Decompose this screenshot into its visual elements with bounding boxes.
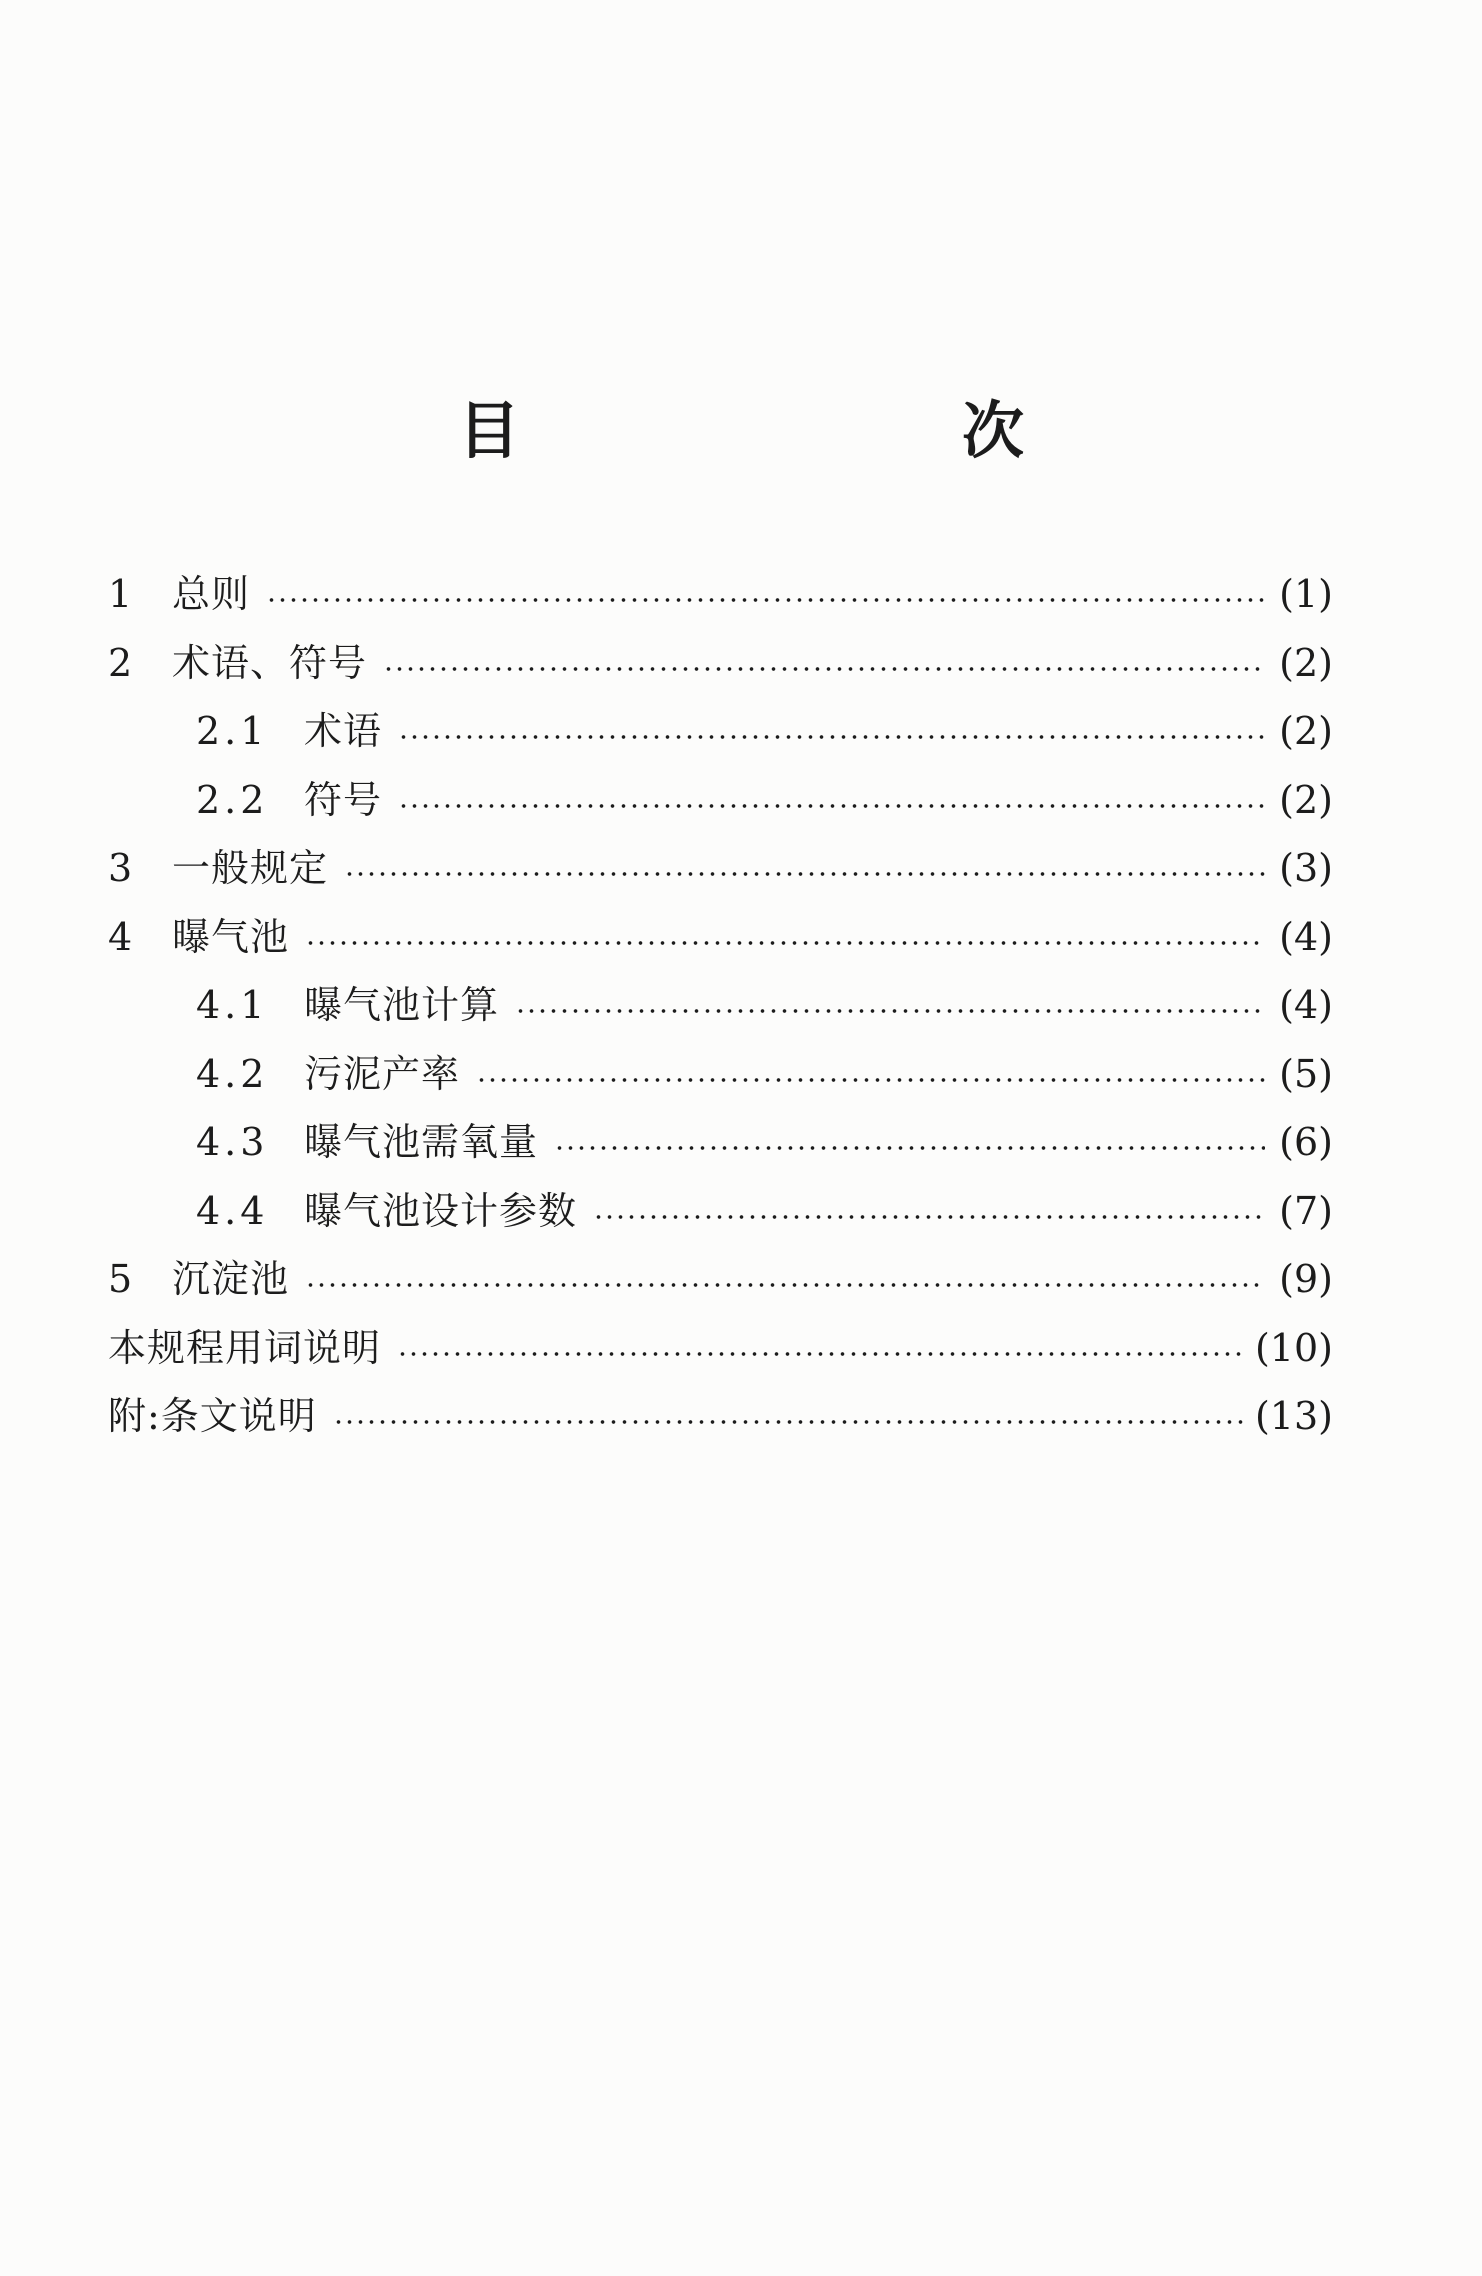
toc-entry-number: 2: [108, 640, 133, 685]
toc-entry-title: 曝气池需氧量: [304, 1120, 539, 1164]
toc-entry-1[interactable]: [108, 560, 1333, 629]
toc-entry-page: (9): [1279, 1257, 1333, 1301]
dot-leader: [266, 598, 1265, 602]
dot-leader: [305, 1283, 1265, 1287]
toc-entry-number: 4.3: [196, 1120, 269, 1164]
toc-entry-number: 4: [108, 914, 133, 959]
toc-entry-4-1[interactable]: [108, 971, 1333, 1040]
toc-entry-page: (2): [1279, 777, 1333, 822]
dot-leader: [515, 1009, 1265, 1013]
toc-entry-number: 3: [108, 846, 133, 890]
toc-entry-title: 本规程用词说明: [108, 1325, 382, 1370]
toc-entry-4-4[interactable]: [108, 1177, 1333, 1246]
toc-entry-title: 污泥产率: [304, 1051, 461, 1096]
toc-entry-title: 曝气池计算: [304, 983, 500, 1027]
dot-leader: [305, 941, 1265, 945]
toc-entry-5[interactable]: [108, 1245, 1333, 1314]
toc-entry-number: 1: [108, 572, 133, 616]
toc-entry-page: (3): [1279, 846, 1333, 890]
toc-entry-terminology-explanation[interactable]: [108, 1314, 1333, 1383]
toc-entry-clause-explanation[interactable]: [108, 1382, 1333, 1451]
toc-entry-page: (13): [1254, 1394, 1333, 1438]
toc-entry-4-3[interactable]: [108, 1108, 1333, 1177]
dot-leader: [398, 804, 1265, 808]
toc-entry-page: (6): [1279, 1120, 1333, 1164]
toc-entry-number: 4.4: [196, 1188, 269, 1233]
toc-entry-4[interactable]: [108, 903, 1333, 972]
toc-entry-page: (5): [1279, 1051, 1333, 1096]
toc-entry-title: 符号: [304, 777, 383, 822]
toc-entry-title: 附:条文说明: [108, 1394, 317, 1438]
toc-entry-title: 总则: [172, 572, 251, 616]
toc-entry-page: (2): [1279, 640, 1333, 685]
table-of-contents: [108, 560, 1333, 1451]
toc-entry-title: 术语、符号: [172, 640, 368, 685]
dot-leader: [398, 735, 1265, 739]
toc-entry-number: 2.2: [196, 777, 269, 822]
dot-leader: [383, 667, 1265, 671]
toc-entry-page: (2): [1279, 709, 1333, 753]
toc-entry-page: (4): [1279, 914, 1333, 959]
toc-entry-2[interactable]: [108, 629, 1333, 698]
toc-entry-page: (7): [1279, 1188, 1333, 1233]
toc-entry-title: 沉淀池: [172, 1257, 290, 1301]
toc-entry-title: 曝气池设计参数: [304, 1188, 578, 1233]
toc-entry-number: 5: [108, 1257, 133, 1301]
toc-entry-2-1[interactable]: [108, 697, 1333, 766]
toc-entry-page: (10): [1254, 1325, 1333, 1370]
dot-leader: [476, 1078, 1265, 1082]
toc-entry-number: 4.1: [196, 983, 269, 1027]
toc-entry-3[interactable]: [108, 834, 1333, 903]
toc-entry-page: (1): [1279, 572, 1333, 616]
toc-entry-page: (4): [1279, 983, 1333, 1027]
toc-entry-title: 曝气池: [172, 914, 290, 959]
dot-leader: [554, 1146, 1265, 1150]
dot-leader: [397, 1352, 1243, 1356]
toc-entry-number: 4.2: [196, 1051, 269, 1096]
dot-leader: [333, 1420, 1243, 1424]
dot-leader: [344, 872, 1265, 876]
toc-entry-title: 术语: [304, 709, 383, 753]
dot-leader: [593, 1215, 1265, 1219]
page-title: 目 次: [457, 394, 1214, 467]
toc-entry-4-2[interactable]: [108, 1040, 1333, 1109]
toc-entry-2-2[interactable]: [108, 766, 1333, 835]
toc-entry-title: 一般规定: [172, 846, 329, 890]
toc-entry-number: 2.1: [196, 709, 269, 753]
